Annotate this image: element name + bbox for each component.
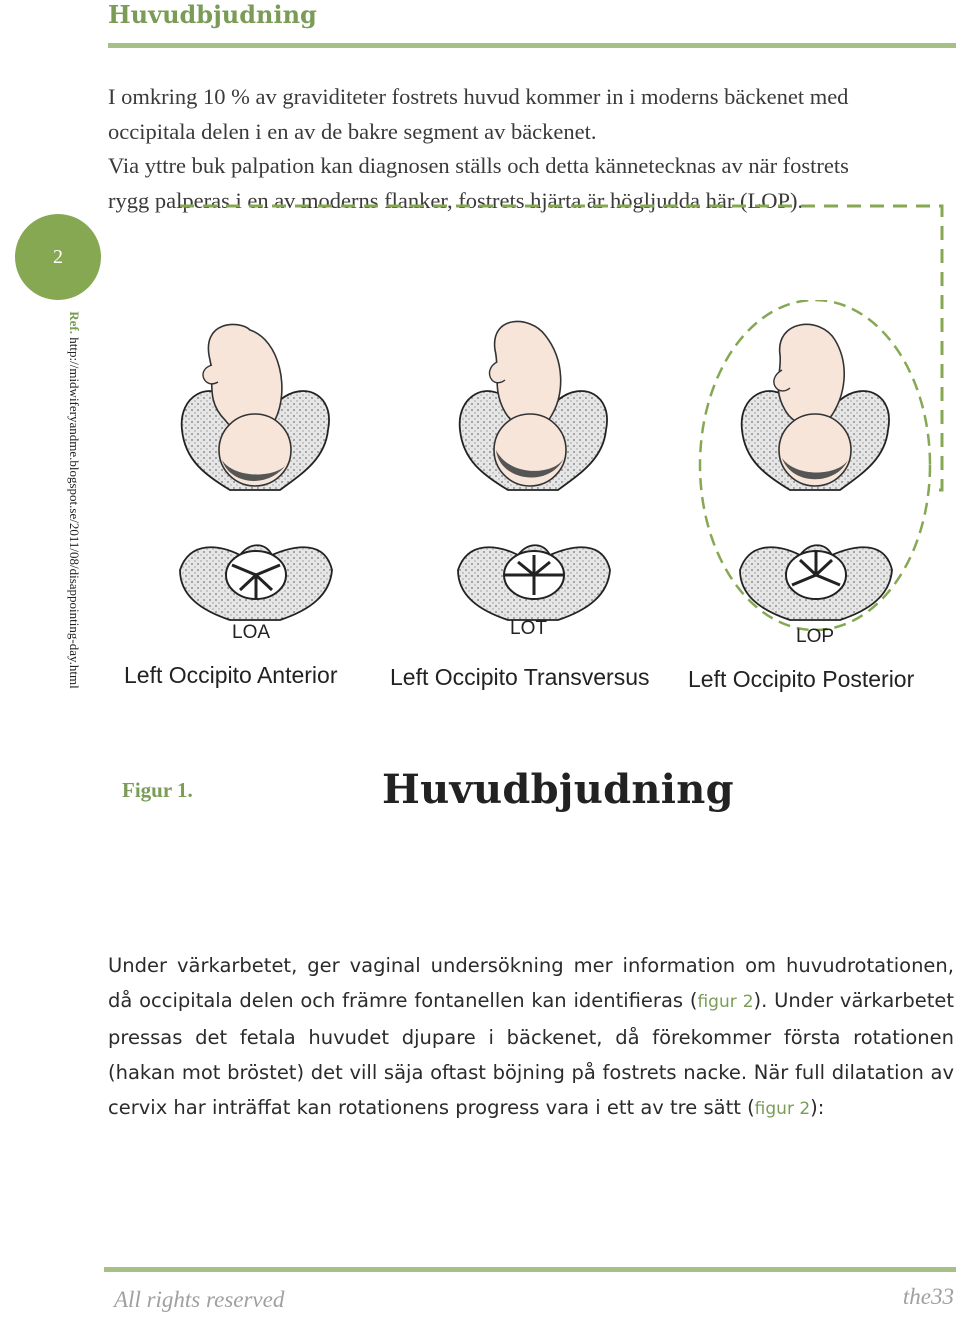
reference-label: Ref.: [67, 311, 82, 335]
position-abbr-lop: LOP: [796, 626, 835, 647]
footer-brand: the33: [902, 1284, 954, 1309]
body-text: ). Under värkarbetet pressas det fetala huvudet djupare i bäckenet, då förekommer första rotationen (hakan mot bröstet) det vill säja oftast böjning på fostrets nacke. När full dilatation av cervix har inträffat kan rotationens progress vara i ett av tre sätt (: [108, 989, 954, 1119]
footer-divider: [104, 1267, 956, 1272]
lop-illustration: [700, 300, 930, 630]
figure-reference-link[interactable]: figur 2: [697, 992, 754, 1012]
figure-title: Huvudbjudning: [382, 766, 734, 813]
body-text: ):: [810, 1096, 825, 1119]
figure-caption: Figur 1.: [122, 778, 193, 802]
position-abbr-lot: LOT: [510, 618, 547, 639]
lot-illustration: [458, 321, 610, 620]
image-reference: [66, 311, 82, 688]
page-number-badge: 2: [15, 214, 101, 300]
intro-line: Via yttre buk palpation kan diagnosen ställs och detta kännetecknas av när fostrets: [108, 153, 849, 178]
position-caption-lop: Left Occipito Posterior: [688, 666, 915, 692]
intro-line: occipitala delen i en av de bakre segment av bäckenet.: [108, 118, 597, 144]
fetal-position-illustration: [120, 300, 950, 720]
intro-line: I omkring 10 % av graviditeter fostrets huvud kommer in i moderns bäckenet med: [108, 84, 849, 109]
fetal-position-figure: [120, 300, 950, 720]
body-text: Under värkarbetet, ger vaginal undersökning mer information om huvudrotationen, då occipitala delen och främre fontanellen kan identifieras (: [108, 954, 954, 1012]
section-heading: Huvudbjudning: [108, 0, 317, 29]
position-caption-lot: Left Occipito Transversus: [390, 664, 650, 690]
figure-reference-link[interactable]: figur 2: [754, 1099, 811, 1119]
reference-url[interactable]: http://midwiferyandme.blogspot.se/2011/08/disappointing-day.html: [67, 337, 82, 689]
position-abbr-loa: LOA: [232, 622, 271, 643]
loa-illustration: [180, 324, 332, 620]
footer-copyright: All rights reserved: [114, 1287, 285, 1312]
pelvis-bottom: [180, 545, 332, 620]
position-caption-loa: Left Occipito Anterior: [124, 662, 338, 688]
intro-line: rygg palperas i en av moderns flanker, fostrets hjärta är högljudda här (LOP).: [108, 187, 804, 213]
body-paragraph: [108, 948, 954, 1127]
